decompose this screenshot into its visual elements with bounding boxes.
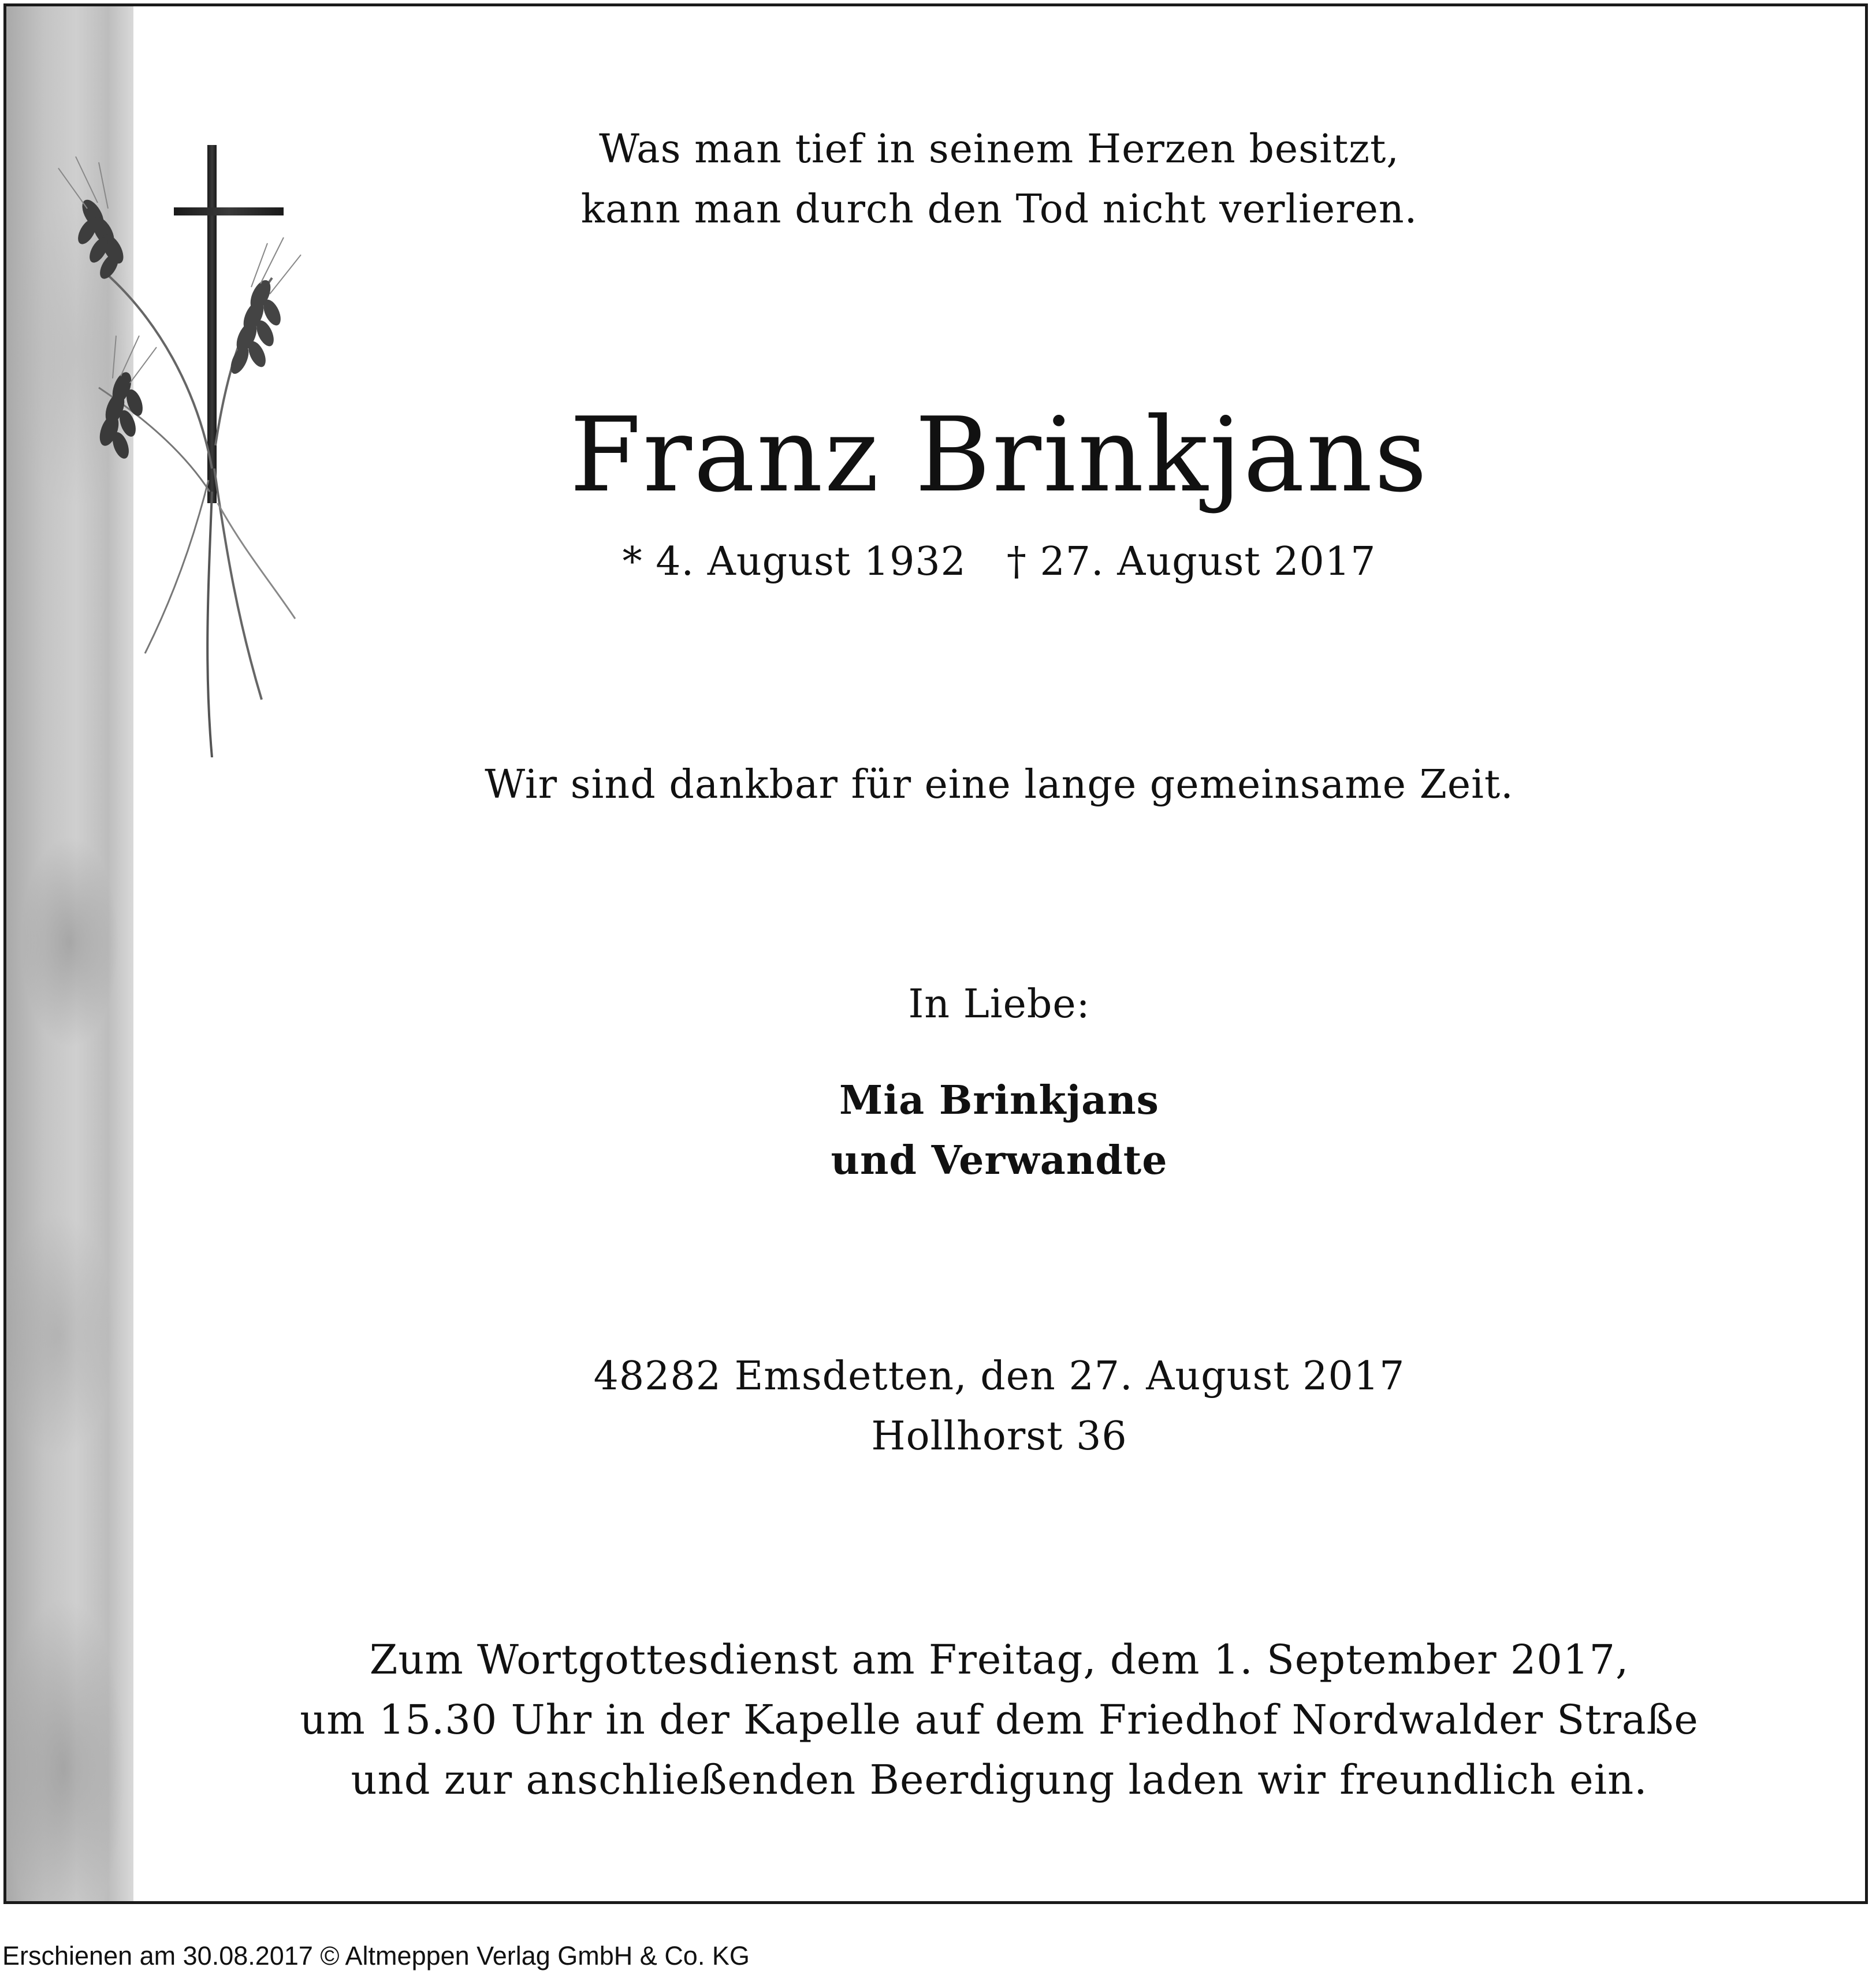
mourner-name: und Verwandte [831, 1137, 1168, 1184]
in-love-label: In Liebe: [908, 981, 1090, 1027]
service-invitation [133, 1630, 1865, 1810]
service-line: Zum Wortgottesdienst am Freitag, dem 1. September 2017, [369, 1636, 1629, 1683]
mourner-name: Mia Brinkjans [839, 1077, 1159, 1124]
service-line: und zur anschließenden Beerdigung laden wir freundlich ein. [351, 1756, 1648, 1804]
gratitude-line: Wir sind dankbar für eine lange gemeinsame Zeit. [485, 762, 1514, 808]
mourners [133, 1070, 1865, 1191]
death-date: † 27. August 2017 [1006, 539, 1376, 585]
place-date: 48282 Emsdetten, den 27. August 2017 [593, 1354, 1405, 1399]
quote-line: kann man durch den Tod nicht verlieren. [580, 187, 1418, 232]
life-dates [133, 532, 1865, 592]
publication-credit: Erschienen am 30.08.2017 © Altmeppen Verlag GmbH & Co. KG [2, 1941, 750, 1970]
quote-line: Was man tief in seinem Herzen besitzt, [599, 127, 1399, 172]
birth-date: * 4. August 1932 [622, 539, 966, 585]
address: Hollhorst 36 [871, 1414, 1127, 1459]
service-line: um 15.30 Uhr in der Kapelle auf dem Friedhof Nordwalder Straße [300, 1696, 1699, 1743]
quote [133, 120, 1865, 240]
place-and-address [133, 1347, 1865, 1467]
deceased-name: Franz Brinkjans [570, 395, 1429, 515]
obituary-notice [3, 3, 1868, 1904]
